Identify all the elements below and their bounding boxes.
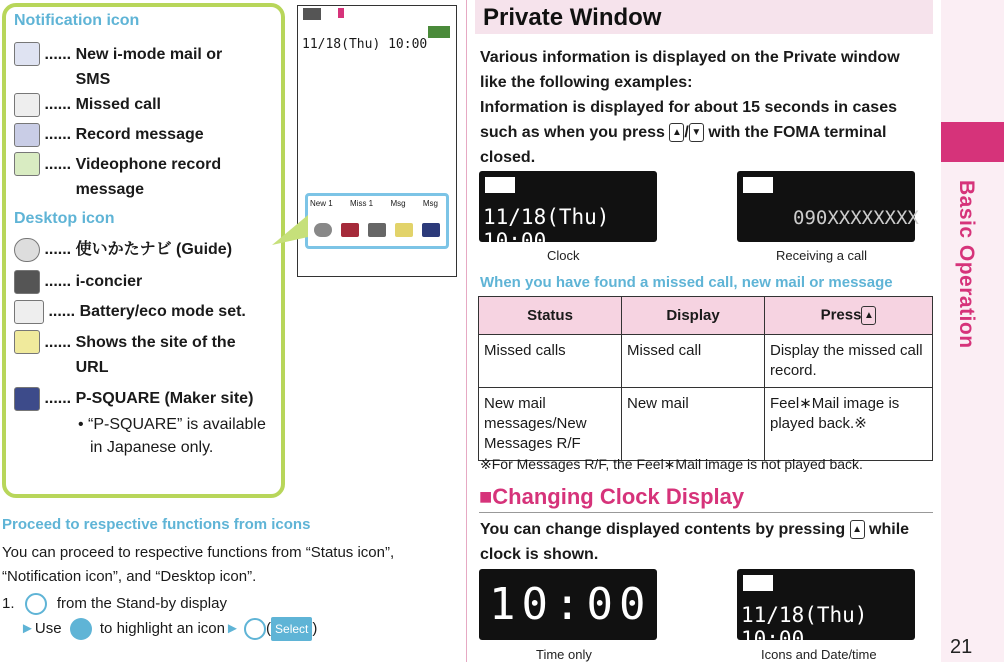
private-window-title: Private Window xyxy=(483,4,662,31)
table-header: Press ▲ xyxy=(765,297,933,335)
heading-rule xyxy=(479,512,933,513)
center-key-icon xyxy=(244,618,266,640)
notification-item: ...... New i-mode mail or SMS xyxy=(14,42,269,92)
private-para2: Information is displayed for about 15 seconds in cases such as when you press ▲ / ▼ with the FOMA terminal closed. xyxy=(480,99,897,166)
footnote: ※For Messages R/F, the Feel∗Mail image is not played back. xyxy=(480,456,863,472)
desktop-item: ...... Shows the site of the URL xyxy=(14,330,269,380)
desktop-item: ...... i-concier xyxy=(14,269,142,294)
status-table xyxy=(478,296,933,461)
arrow-icon: ► xyxy=(224,620,240,637)
clock-display: 11/18(Thu) 10:00 xyxy=(479,171,657,242)
url-site-icon xyxy=(395,223,413,237)
i-concier-icon xyxy=(341,223,359,237)
signal-icon xyxy=(485,177,515,193)
callout-pointer xyxy=(272,215,312,265)
table-header: Display xyxy=(622,297,765,335)
call-display: 090XXXXXXXX xyxy=(737,171,915,242)
guide-icon xyxy=(14,238,40,262)
page-number: 21 xyxy=(950,636,973,658)
multi-key-icon xyxy=(70,618,92,640)
phone-date: 11/18(Thu) 10:00 xyxy=(302,37,428,52)
phone-desktop-row xyxy=(314,223,440,237)
proceed-title: Proceed to respective functions from icons xyxy=(2,516,311,533)
table-header-row xyxy=(479,297,933,335)
videophone-message-icon xyxy=(14,152,40,176)
caption-clock: Clock xyxy=(547,248,580,263)
changing-title: ■Changing Clock Display xyxy=(479,484,745,509)
record-message-icon xyxy=(14,123,40,147)
caption-time-only: Time only xyxy=(536,647,592,662)
eco-icon xyxy=(368,223,386,237)
signal-icon xyxy=(743,177,773,193)
status-icon xyxy=(338,8,344,18)
notification-item: ...... Videophone record message xyxy=(14,152,269,202)
notification-item: ...... Record message xyxy=(14,122,204,147)
down-key-icon: ▼ xyxy=(689,123,704,142)
desktop-item: ...... 使いかたナビ (Guide) xyxy=(14,237,232,262)
caption-call: Receiving a call xyxy=(776,248,868,263)
section-title: Basic Operation xyxy=(955,180,978,349)
eco-icon xyxy=(14,300,44,324)
i-concier-icon xyxy=(14,270,40,294)
select-softkey: Select xyxy=(271,617,312,641)
table-row: Missed calls Missed call Display the missed call record. xyxy=(479,335,933,388)
guide-icon xyxy=(314,223,332,237)
up-key-icon: ▲ xyxy=(669,123,684,142)
notification-item: ...... Missed call xyxy=(14,92,161,117)
phone-notification-row: New 1 Miss 1 Msg Msg xyxy=(310,199,438,208)
changing-body: You can change displayed contents by pressing ▲ while clock is shown. xyxy=(480,521,910,563)
up-key-icon: ▲ xyxy=(850,520,865,539)
notification-title: Notification icon xyxy=(14,12,140,29)
p-square-icon xyxy=(422,223,440,237)
battery-icon xyxy=(428,26,450,38)
caption-icons-date: Icons and Date/time xyxy=(761,647,877,662)
signal-icon xyxy=(743,575,773,591)
signal-icon xyxy=(303,8,321,20)
proceed-substep: ►Use to highlight an icon► ( Select ) xyxy=(20,617,317,641)
missed-call-icon xyxy=(14,93,40,117)
time-only-display: 10:00 xyxy=(479,569,657,640)
p-square-icon xyxy=(14,387,40,411)
proceed-step: 1. from the Stand-by display xyxy=(2,592,227,616)
private-para1: Various information is displayed on the Private window like the following examples: xyxy=(480,49,900,91)
proceed-body: You can proceed to respective functions from “Status icon”, “Notification icon”, and “Desktop icon”. xyxy=(2,544,395,585)
column-divider xyxy=(466,0,467,662)
table-row: New mail messages/New Messages R/F New mail Feel∗Mail image is played back.※ xyxy=(479,388,933,461)
table-header: Status xyxy=(479,297,622,335)
icons-date-display: 11/18(Thu) 10:00 xyxy=(737,569,915,640)
missed-title: When you have found a missed call, new mail or message xyxy=(480,274,893,291)
p-square-note: • “P-SQUARE” is available in Japanese only. xyxy=(78,416,266,456)
desktop-title: Desktop icon xyxy=(14,210,115,227)
up-key-icon: ▲ xyxy=(861,306,876,325)
desktop-item: ...... Battery/eco mode set. xyxy=(14,299,246,324)
new-mail-icon xyxy=(14,42,40,66)
center-key-icon xyxy=(25,593,47,615)
url-site-icon xyxy=(14,330,40,354)
desktop-item: ...... P-SQUARE (Maker site) xyxy=(14,386,253,411)
side-tab-accent xyxy=(941,122,1004,162)
arrow-icon: ► xyxy=(20,620,35,637)
